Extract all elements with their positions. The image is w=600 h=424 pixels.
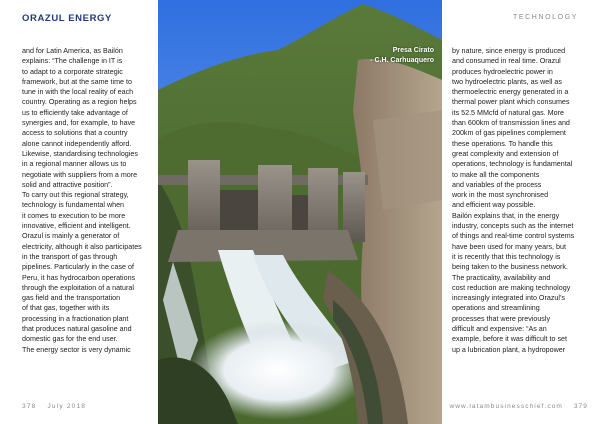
left-column-line: domestic gas for the end user. xyxy=(22,335,118,344)
page-number-left: 378 xyxy=(22,403,37,410)
right-text-column xyxy=(452,46,588,355)
left-column-line: it comes to execution to be more xyxy=(22,211,126,220)
right-column-line: increasingly integrated into Orazul’s xyxy=(452,294,565,303)
left-column-line: through the exploitation of a natural xyxy=(22,283,134,292)
photo-caption xyxy=(370,46,434,66)
right-column-line: being taken to the business network. xyxy=(452,263,568,272)
right-column-line: work in the most synchronised xyxy=(452,191,549,200)
left-column-line: electricity, although it also participates xyxy=(22,242,142,251)
right-column-line: of things and real-time control systems xyxy=(452,232,575,241)
left-column-line: access to solutions that a country xyxy=(22,129,128,138)
left-column-line: of that gas, together with its xyxy=(22,304,110,313)
left-column-line: in the transport of gas through xyxy=(22,252,118,261)
right-column-line: than 600km of transmission lines and xyxy=(452,119,570,128)
left-column-line: solid and attractive position”. xyxy=(22,180,113,189)
footer-left xyxy=(22,403,86,410)
right-column-line: operations and streamlining xyxy=(452,304,540,313)
left-column-line: to adapt to a corporate strategic xyxy=(22,67,123,76)
left-column-line: alone cannot independently afford. xyxy=(22,139,132,148)
left-column-line: negotiate with suppliers from a more xyxy=(22,170,138,179)
brand-header: ORAZUL ENERGY xyxy=(22,13,112,24)
right-column-line: two hydroelectric plants, as well as xyxy=(452,77,562,86)
right-column-line: 200km of gas pipelines complement xyxy=(452,129,566,138)
left-column-line: in a regional manner allows us to xyxy=(22,160,127,169)
right-column-line: to make all the components xyxy=(452,170,540,179)
right-column-line: Bailón explains that, in the energy xyxy=(452,211,560,220)
page-number-right: 379 xyxy=(573,403,588,410)
right-column-line: and consumed in real time. Orazul xyxy=(452,57,561,66)
right-column-line: produces hydroelectric power in xyxy=(452,67,553,76)
left-column-line: that produces natural gasoline and xyxy=(22,325,132,334)
right-column-line: The practicality, availability and xyxy=(452,273,551,282)
right-column-line: thermoelectric energy generated in a xyxy=(452,88,569,97)
left-column-line: explains: “The challenge in IT is xyxy=(22,57,123,66)
left-column-line: synergies and, for example, to have xyxy=(22,119,136,128)
left-column-line: gas field and the transportation xyxy=(22,294,121,303)
right-column-line: have been used for many years, but xyxy=(452,242,566,251)
left-column-line: country. Operating as a region helps xyxy=(22,98,137,107)
dam-photo xyxy=(158,0,442,424)
right-column-line: processes that were previously xyxy=(452,314,551,323)
left-column-line: Likewise, standardising technologies xyxy=(22,149,138,158)
right-column-line: and efficient way possible. xyxy=(452,201,536,210)
right-column-line: thermal power plant which consumes xyxy=(452,98,570,107)
right-column-line: difficult and expensive: “As an xyxy=(452,325,547,334)
right-column-line: great complexity and extension of xyxy=(452,149,559,158)
left-column-line: To carry out this regional strategy, xyxy=(22,191,129,200)
website-link[interactable]: www.latambusinesschief.com xyxy=(449,403,563,410)
right-column-line: its 52.5 MMcfd of natural gas. More xyxy=(452,108,564,117)
caption-line-2: - C.H. Carhuaquero xyxy=(370,57,434,64)
left-column-line: pipelines. Particularly in the case of xyxy=(22,263,134,272)
left-column-line: framework, but at the same time to xyxy=(22,77,132,86)
section-header: TECHNOLOGY xyxy=(512,14,578,21)
left-column-line: tune in with the local reality of each xyxy=(22,88,134,97)
left-column-line: technology is fundamental when xyxy=(22,201,125,210)
right-column-line: example, before it was difficult to set xyxy=(452,335,567,344)
right-column-line: it is recently that this technology is xyxy=(452,252,561,261)
left-column-line: processing in a fractionation plant xyxy=(22,314,129,323)
right-column-line: operations, technology is fundamental xyxy=(452,160,573,169)
left-column-line: innovative, efficient and intelligent. xyxy=(22,222,131,231)
right-column-line: cost reduction are making technology xyxy=(452,283,571,292)
right-column-line: industry, concepts such as the internet xyxy=(452,222,574,231)
caption-line-1: Presa Cirato xyxy=(392,47,434,54)
left-column-line: and for Latin America, as Bailón xyxy=(22,47,123,55)
right-column-line: these operations. To handle this xyxy=(452,139,553,148)
right-column-line: up a lubrication plant, a hydropower xyxy=(452,345,566,354)
left-column-line: The energy sector is very dynamic xyxy=(22,345,131,354)
left-column-line: Orazul is mainly a generator of xyxy=(22,232,120,241)
issue-date: July 2018 xyxy=(47,403,87,410)
right-column-line: by nature, since energy is produced xyxy=(452,47,566,55)
left-text-column xyxy=(22,46,156,355)
right-column-line: and variables of the process xyxy=(452,180,542,189)
left-column-line: Peru, it has hydrocarbon operations xyxy=(22,273,136,282)
left-column-line: us to efficiently take advantage of xyxy=(22,108,128,117)
footer-right xyxy=(449,403,588,410)
